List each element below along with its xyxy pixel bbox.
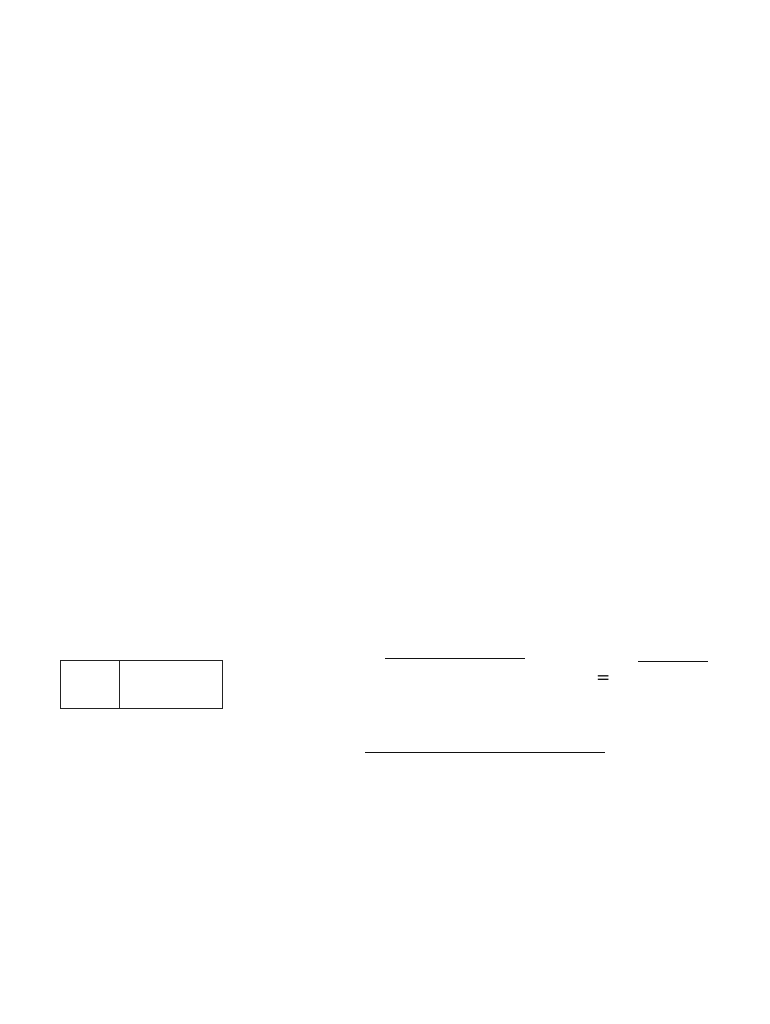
example-equation [365,750,605,755]
weight-symbol: = [596,668,611,688]
precipitation-table [60,660,223,709]
table-header-station [61,661,120,709]
example-denominator [365,753,605,755]
equation-fraction [385,656,525,662]
equation-1 [280,654,720,704]
table-header-precip [120,661,223,709]
weight-fraction [638,658,708,664]
